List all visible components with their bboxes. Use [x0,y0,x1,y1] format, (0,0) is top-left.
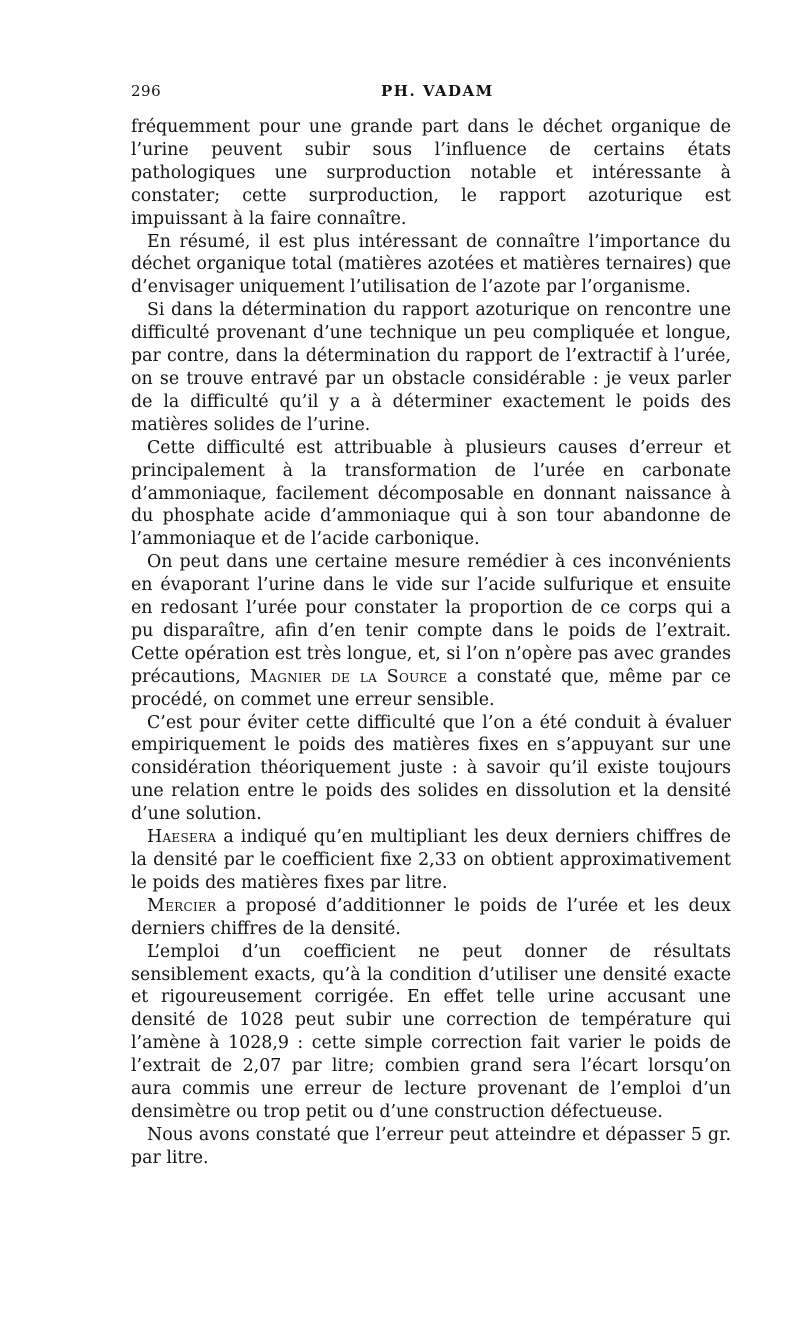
paragraph-5 [131,551,731,711]
paragraph-1: fréquemment pour une grande part dans le déchet organique de l’urine peuvent subir sous l’influence de certains états pathologiques une surproduction notable et intéressante à constater; cette surproduction, le rapport azoturique est impuissant à la faire connaître. [131,117,731,229]
paragraph-3: Si dans la détermination du rapport azoturique on rencontre une difficulté provenant d’une technique un peu compliquée et longue, par contre, dans la détermination du rapport de l’extractif à l’urée, on se trouve entravé par un obstacle considérable : je veux parler de la difficulté qu’il y a à déterminer exactement le poids des matières solides de l’urine. [131,300,731,435]
page-number: 296 [131,82,162,100]
paragraph-7 [131,826,731,895]
paragraph-8-text: a proposé d’additionner le poids de l’urée et les deux derniers chiffres de la densité. [131,895,731,939]
paragraph-9: L’emploi d’un coefficient ne peut donner de résultats sensiblement exacts, qu’à la condition d’utiliser une densité exacte et rigoureusement corrigée. En effet telle urine accusant une densité de 1028 peut subir une correction de température qui l’amène à 1028,9 : cette simple correction fait varier le poids de l’extrait de 2,07 par litre; combien grand sera l’écart lorsqu’on aura commis une erreur de lecture provenant de l’emploi d’un densimètre ou trop petit ou d’une construction défectueuse. [131,941,731,1122]
paragraph-8 [131,895,731,941]
author-name-haesera: Haesera [147,827,217,848]
running-head-author: PH. VADAM [381,82,494,100]
body-text [131,116,731,1170]
paragraph-6: C’est pour éviter cette difficulté que l’on a été conduit à évaluer empiriquement le poids des matières fixes en s’appuyant sur une considération théoriquement juste : à savoir qu’il existe toujours une relation entre le poids des solides en dissolution et la densité d’une solution. [131,712,731,825]
paragraph-2: En résumé, il est plus intéressant de connaître l’importance du déchet organique total (matières azotées et matières ternaires) que d’envisager uniquement l’utilisation de l’azote par l’organisme. [131,231,731,298]
paragraph-4: Cette difficulté est attribuable à plusieurs causes d’erreur et principalement à la transformation de l’urée en carbonate d’ammoniaque, facilement décomposable en donnant naissance à du phosphate acide d’ammoniaque qui à son tour abandonne de l’ammoniaque et de l’acide carbonique. [131,437,731,550]
paragraph-10: Nous avons constaté que l’erreur peut atteindre et dépasser 5 gr. par litre. [131,1124,731,1168]
paragraph-7-text: a indiqué qu’en multipliant les deux derniers chiffres de la densité par le coefficient fixe 2,33 on obtient approximativement le poids des matières fixes par litre. [131,827,731,893]
paragraph-5-text-before: On peut dans une certaine mesure remédier à ces inconvénients en évaporant l’urine dans le vide sur l’acide sulfurique et ensuite en redosant l’urée pour constater la proportion de ce corps qui a pu disparaître, afin d’en tenir compte dans le poids de l’extrait. Cette opération est très longue, et, si l’on n’opère pas avec grandes précautions, [131,552,731,687]
page-header [131,82,731,104]
author-name-mercier: Mercier [147,895,217,916]
paragraph-5-text-after: a constaté que, même par ce procédé, on commet une erreur sensible. [131,666,731,710]
author-name-magnier-de-la-source: Magnier de la Source [250,666,448,687]
